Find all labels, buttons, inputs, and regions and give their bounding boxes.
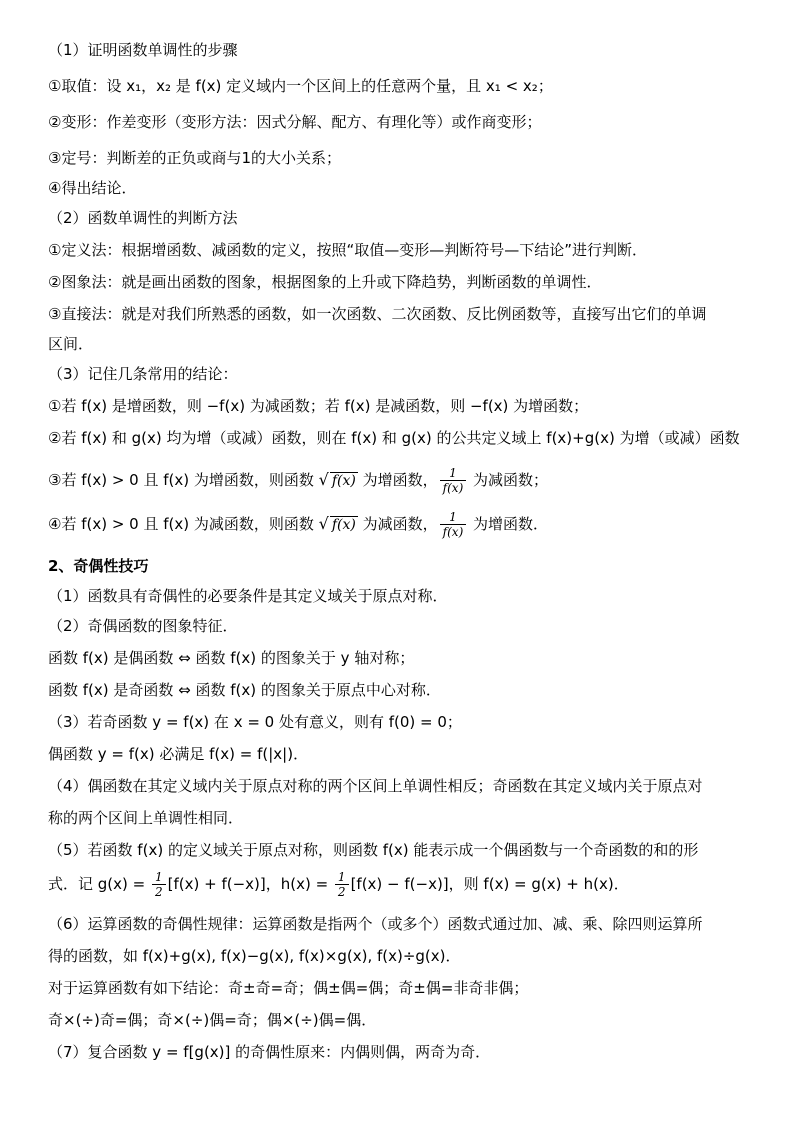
paragraph — [48, 272, 601, 292]
sqrt-content: f(x) — [331, 517, 356, 533]
section-heading-monotonic-judge — [48, 208, 238, 228]
text: 函数 f(x) 是偶函数 ⇔ 函数 f(x) 的图象关于 y 轴对称； — [48, 649, 415, 667]
text: （3）若奇函数 y = f(x) 在 x = 0 处有意义，则有 f(0) = 0； — [48, 713, 462, 731]
text: 为减函数， — [357, 515, 438, 533]
section-heading-parity — [48, 556, 148, 576]
text: 为减函数； — [468, 471, 549, 489]
paragraph-sqrt-increasing — [48, 464, 548, 496]
paragraph — [48, 978, 528, 998]
text: 区间． — [48, 335, 94, 353]
denominator: 2 — [154, 885, 163, 899]
text: （1）证明函数单调性的步骤 — [48, 41, 238, 59]
paragraph — [48, 334, 93, 354]
text: 函数 f(x) 是奇函数 ⇔ 函数 f(x) 的图象关于原点中心对称． — [48, 681, 441, 699]
text: ③定号：判断差的正负或商与1的大小关系； — [48, 149, 341, 167]
text: 偶函数 y = f(x) 必满足 f(x) = f(|x|)． — [48, 745, 309, 763]
paragraph — [48, 586, 448, 606]
text: （7）复合函数 y = f[g(x)] 的奇偶性原来：内偶则偶，两奇为奇． — [48, 1043, 491, 1061]
text: ①取值：设 x₁，x₂ 是 f(x) 定义域内一个区间上的任意两个量，且 x₁ < x₂； — [48, 77, 553, 95]
paragraph — [48, 680, 441, 700]
paragraph — [48, 616, 238, 636]
section-heading-monotonic-proof — [48, 40, 238, 60]
text: ②变形：作差变形（变形方法：因式分解、配方、有理化等）或作商变形； — [48, 113, 542, 131]
text: ③若 f(x) > 0 且 f(x) 为增函数，则函数 — [48, 471, 319, 489]
paragraph — [48, 148, 341, 168]
paragraph — [48, 112, 541, 132]
text: ②若 f(x) 和 g(x) 均为增（或减）函数，则在 f(x) 和 g(x) 的公共定义域上 f(x)+g(x) 为增（或减）函数 — [48, 429, 740, 447]
paragraph — [48, 744, 308, 764]
sqrt-sign: √ — [318, 470, 329, 489]
text: ②图象法：就是画出函数的图象，根据图象的上升或下降趋势，判断函数的单调性． — [48, 273, 602, 291]
numerator: 1 — [335, 870, 349, 885]
paragraph — [48, 396, 588, 416]
section-heading-conclusions — [48, 364, 238, 384]
paragraph — [48, 428, 740, 448]
text: ①定义法：根据增函数、减函数的定义，按照“取值—变形—判断符号—下结论”进行判断． — [48, 241, 647, 259]
paragraph — [48, 712, 462, 732]
text: （5）若函数 f(x) 的定义域关于原点对称，则函数 f(x) 能表示成一个偶函数与一个奇函数的和的形 — [48, 841, 699, 859]
text: 对于运算函数有如下结论：奇±奇=奇；偶±偶=偶；奇±偶=非奇非偶； — [48, 979, 529, 997]
text: （2）函数单调性的判断方法 — [48, 209, 238, 227]
paragraph — [48, 914, 703, 934]
text: ①若 f(x) 是增函数，则 −f(x) 为减函数；若 f(x) 是减函数，则 −f(x) 为增函数； — [48, 397, 589, 415]
paragraph — [48, 76, 553, 96]
paragraph — [48, 1042, 490, 1062]
paragraph — [48, 178, 136, 198]
sqrt-content: f(x) — [331, 473, 356, 489]
text: （4）偶函数在其定义域内关于原点对称的两个区间上单调性相反；奇函数在其定义域内关于原点对 — [48, 777, 703, 795]
text: ④得出结论． — [48, 179, 137, 197]
text: ③直接法：就是对我们所熟悉的函数，如一次函数、二次函数、反比例函数等，直接写出它们的单调 — [48, 305, 707, 323]
text: （3）记住几条常用的结论： — [48, 365, 238, 383]
text: 奇×(÷)奇=偶；奇×(÷)偶=奇；偶×(÷)偶=偶． — [48, 1011, 377, 1029]
numerator: 1 — [440, 466, 467, 481]
text: 2、奇偶性技巧 — [48, 557, 149, 575]
paragraph — [48, 240, 647, 260]
paragraph — [48, 1010, 376, 1030]
fraction-half — [152, 870, 166, 899]
paragraph-decomposition — [48, 866, 629, 902]
paragraph — [48, 776, 703, 796]
denominator: 2 — [337, 885, 346, 899]
paragraph — [48, 648, 414, 668]
paragraph — [48, 808, 243, 828]
fraction-half — [335, 870, 349, 899]
paragraph — [48, 304, 706, 324]
text: ④若 f(x) > 0 且 f(x) 为减函数，则函数 — [48, 515, 319, 533]
paragraph-sqrt-decreasing — [48, 508, 548, 540]
text: 称的两个区间上单调性相同． — [48, 809, 244, 827]
text: （1）函数具有奇偶性的必要条件是其定义域关于原点对称． — [48, 587, 448, 605]
numerator: 1 — [152, 870, 166, 885]
numerator: 1 — [440, 510, 467, 525]
paragraph — [48, 946, 461, 966]
fraction — [440, 510, 467, 539]
text: [f(x) + f(−x)]，h(x) = — [167, 875, 333, 893]
text: 得的函数，如 f(x)+g(x), f(x)−g(x), f(x)×g(x), f(x)÷g(x)． — [48, 947, 461, 965]
text: （2）奇偶函数的图象特征． — [48, 617, 238, 635]
paragraph — [48, 840, 698, 860]
text: 为增函数． — [468, 515, 549, 533]
text: （6）运算函数的奇偶性规律：运算函数是指两个（或多个）函数式通过加、减、乘、除四则运算所 — [48, 915, 703, 933]
sqrt-sign: √ — [318, 514, 329, 533]
text: 为增函数， — [357, 471, 438, 489]
text: 式．记 g(x) = — [48, 875, 150, 893]
text: [f(x) − f(−x)]，则 f(x) = g(x) + h(x)． — [350, 875, 629, 893]
denominator: f(x) — [442, 525, 464, 539]
denominator: f(x) — [442, 481, 464, 495]
fraction — [440, 466, 467, 495]
